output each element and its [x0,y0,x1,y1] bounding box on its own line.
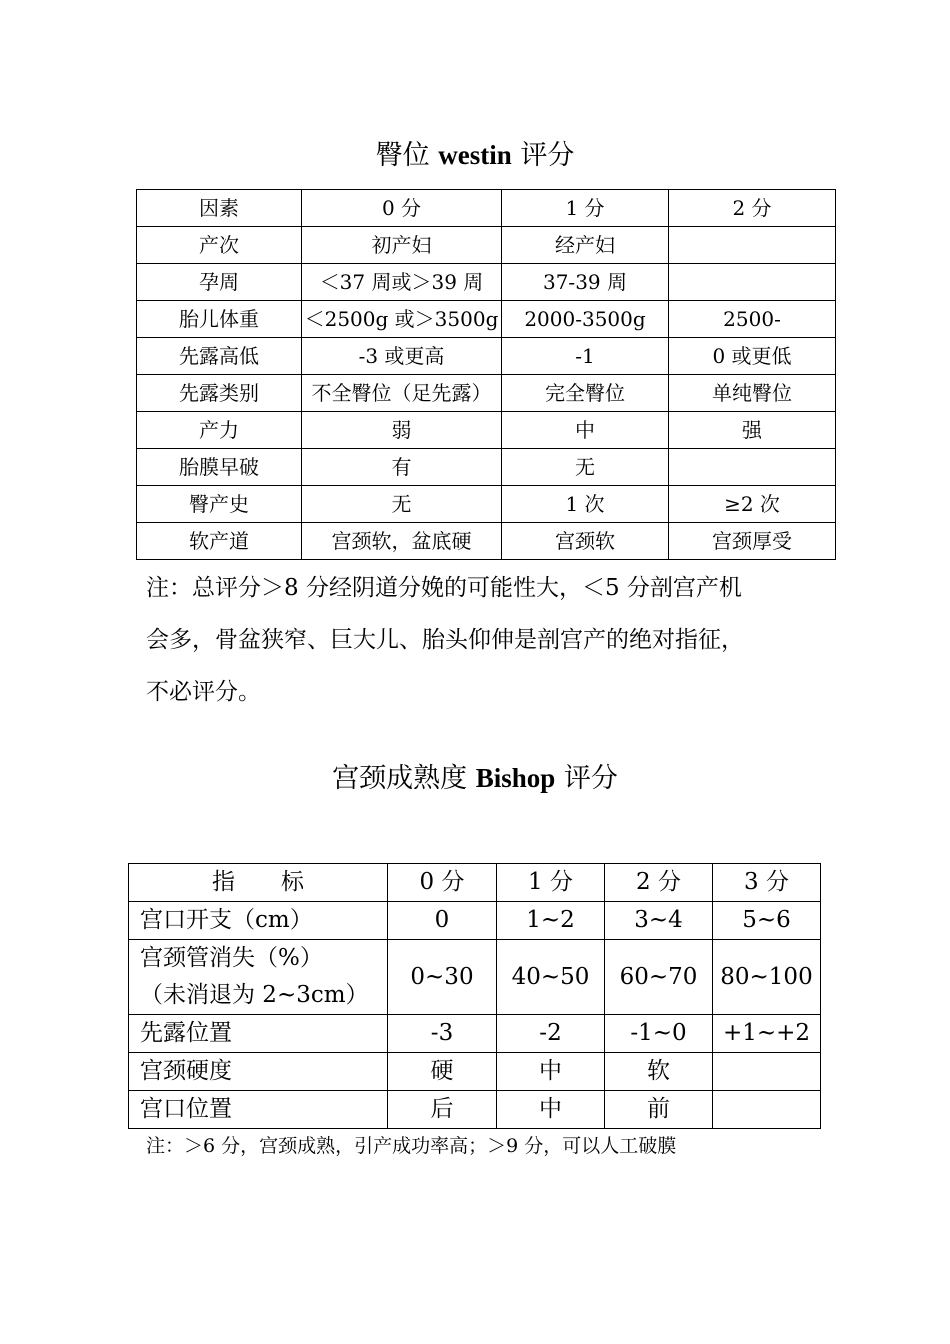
table-cell: 1 次 [502,486,669,523]
table-cell [669,264,836,301]
table-cell [669,227,836,264]
table-cell [713,1053,821,1091]
table-cell: 先露类别 [137,375,302,412]
table-cell: ＜37 周或＞39 周 [302,264,502,301]
table-cell: 完全臀位 [502,375,669,412]
table-cell: 60~70 [605,940,713,1015]
table-cell: 宫颈厚受 [669,523,836,560]
table-cell: 强 [669,412,836,449]
header-cell: 1 分 [502,190,669,227]
table-row [137,375,836,412]
table-row [137,264,836,301]
table-row [129,940,821,1015]
header-cell: 1 分 [497,864,605,902]
table-cell: 5~6 [713,902,821,940]
bishop-title-bold: Bishop [475,763,556,793]
table-cell: 3~4 [605,902,713,940]
westin-note [146,562,826,718]
westin-table [136,189,836,560]
westin-title-prefix: 臀位 [375,140,439,171]
note-line: 注：总评分＞8 分经阴道分娩的可能性大，＜5 分剖宫产机 [146,575,742,601]
table-cell: 胎儿体重 [137,301,302,338]
table-cell: -3 或更高 [302,338,502,375]
westin-title [0,138,950,173]
table-cell: 有 [302,449,502,486]
table-cell: 不全臀位（足先露） [302,375,502,412]
table-cell: +1~+2 [713,1015,821,1053]
note-line: 不必评分。 [146,679,261,705]
header-cell: 因素 [137,190,302,227]
table-cell: 宫颈软，盆底硬 [302,523,502,560]
table-cell: 2000-3500g [502,301,669,338]
table-cell: 硬 [388,1053,497,1091]
header-cell: 0 分 [388,864,497,902]
row-label-line: 宫颈管消失（%） [140,945,323,971]
westin-title-suffix: 评分 [511,140,575,171]
table-row [129,1053,821,1091]
table-row [137,338,836,375]
table-cell: 0 [388,902,497,940]
table-row [129,1091,821,1129]
table-cell: 产力 [137,412,302,449]
bishop-title-suffix: 评分 [555,763,618,794]
table-cell: -1~0 [605,1015,713,1053]
table-cell: 臀产史 [137,486,302,523]
table-cell: -3 [388,1015,497,1053]
table-cell: 中 [497,1091,605,1129]
header-cell: 0 分 [302,190,502,227]
table-cell: 后 [388,1091,497,1129]
table-cell: 经产妇 [502,227,669,264]
row-label-line: （未消退为 2~3cm） [140,982,369,1008]
header-cell: 2 分 [669,190,836,227]
table-cell: 产次 [137,227,302,264]
table-header-row [137,190,836,227]
table-cell: 中 [497,1053,605,1091]
table-cell: 1~2 [497,902,605,940]
table-cell: 胎膜早破 [137,449,302,486]
table-cell [669,449,836,486]
row-label: 宫颈硬度 [129,1053,388,1091]
table-cell: 单纯臀位 [669,375,836,412]
header-cell: 指 标 [129,864,388,902]
table-cell: 0 或更低 [669,338,836,375]
table-row [137,301,836,338]
bishop-title-prefix: 宫颈成熟度 [332,763,476,794]
header-cell: 2 分 [605,864,713,902]
table-cell: 无 [502,449,669,486]
table-cell: 前 [605,1091,713,1129]
bishop-title [0,761,950,796]
table-cell: 软 [605,1053,713,1091]
table-row [137,227,836,264]
note-line: 会多，骨盆狭窄、巨大儿、胎头仰伸是剖宫产的绝对指征， [146,627,744,653]
table-row [137,486,836,523]
table-cell: 孕周 [137,264,302,301]
header-cell: 3 分 [713,864,821,902]
table-cell: -2 [497,1015,605,1053]
table-cell: 0~30 [388,940,497,1015]
table-row [129,1015,821,1053]
bishop-note: 注：＞6 分，宫颈成熟，引产成功率高；＞9 分，可以人工破膜 [146,1135,677,1157]
table-row [137,523,836,560]
table-row [137,412,836,449]
table-cell [713,1091,821,1129]
table-cell: ＜2500g 或＞3500g [302,301,502,338]
table-cell: 2500- [669,301,836,338]
table-header-row [129,864,821,902]
row-label: 宫口开支（cm） [129,902,388,940]
table-cell: -1 [502,338,669,375]
table-cell: 无 [302,486,502,523]
table-cell: 弱 [302,412,502,449]
row-label: 宫口位置 [129,1091,388,1129]
table-cell: 40~50 [497,940,605,1015]
table-cell: 中 [502,412,669,449]
table-cell: 软产道 [137,523,302,560]
table-cell: 37-39 周 [502,264,669,301]
table-cell: 80~100 [713,940,821,1015]
table-row [129,902,821,940]
row-label: 先露位置 [129,1015,388,1053]
table-cell: 初产妇 [302,227,502,264]
table-cell: ≥2 次 [669,486,836,523]
row-label [129,940,388,1015]
table-cell: 宫颈软 [502,523,669,560]
bishop-table [128,863,821,1129]
table-cell: 先露高低 [137,338,302,375]
table-row [137,449,836,486]
westin-title-bold: westin [438,140,512,170]
